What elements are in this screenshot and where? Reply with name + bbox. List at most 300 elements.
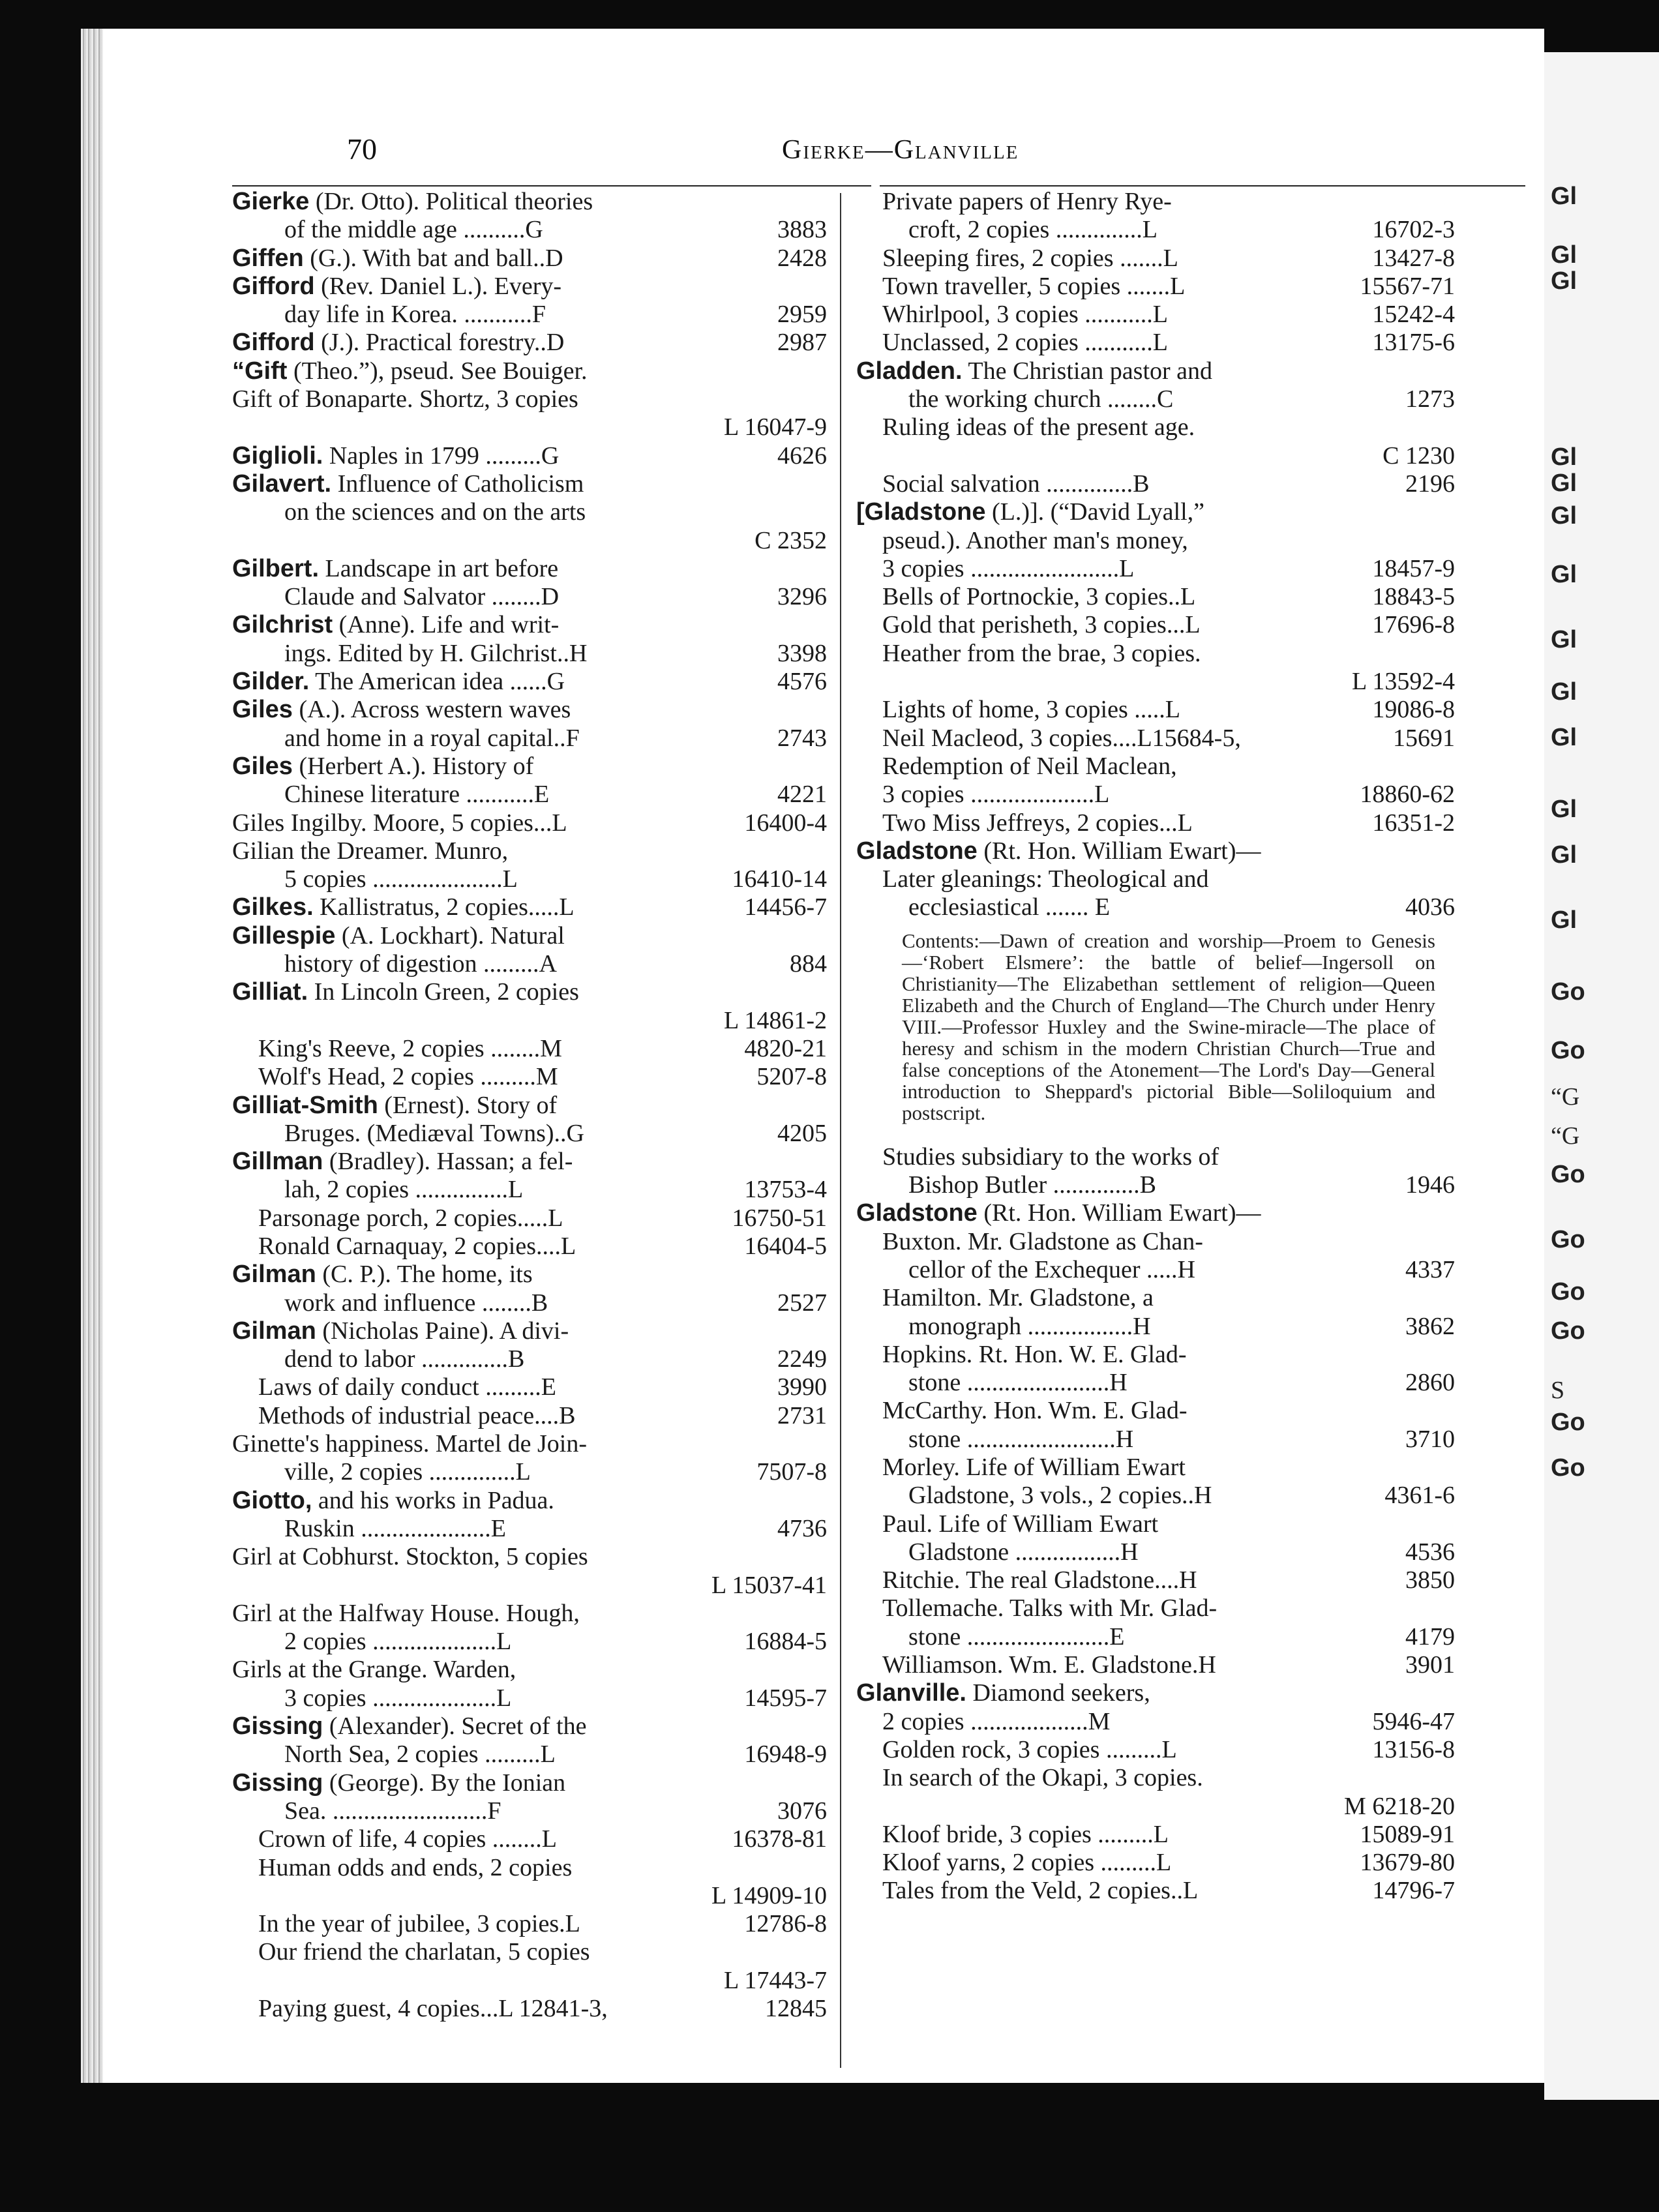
running-head: Gierke—Glanville (782, 135, 1019, 165)
entry-text: stone ........................H (908, 1425, 1134, 1453)
entry-line (856, 385, 1455, 413)
next-page-text: Go (1551, 1037, 1585, 1064)
entry-line (856, 1849, 1455, 1877)
call-number: 16351-2 (1372, 809, 1455, 837)
entry-text: (Alexander). Secret of the (323, 1712, 587, 1741)
page-number: 70 (347, 132, 377, 166)
call-number: 1273 (1405, 385, 1455, 413)
entry-text: Buxton. Mr. Gladstone as Chan- (882, 1227, 1203, 1255)
next-page-text: “G (1551, 1083, 1580, 1111)
call-number (710, 555, 827, 583)
entry-text: (Dr. Otto). Political theories (309, 188, 593, 215)
entry-heading: Gladden. (856, 357, 963, 385)
entry-line (856, 696, 1455, 724)
entry-line (856, 1623, 1455, 1651)
entry-line (232, 1430, 827, 1458)
call-number: 16948-9 (744, 1741, 827, 1769)
entry-text: Human odds and ends, 2 copies (258, 1853, 573, 1881)
entry-line (856, 357, 1455, 385)
entry-line (856, 1341, 1455, 1369)
entry-text: Studies subsidiary to the works of (882, 1143, 1219, 1171)
entry-line (856, 442, 1455, 470)
entry-text: cellor of the Exchequer .....H (908, 1255, 1195, 1283)
entry-line (232, 188, 827, 216)
entry-line (232, 1487, 827, 1515)
entry-text: (Nicholas Paine). A divi- (316, 1317, 569, 1345)
entry-heading: Giles (232, 752, 293, 780)
entry-line (232, 442, 827, 470)
entry-text (232, 1007, 710, 1035)
entry-line (856, 1284, 1455, 1312)
call-number (710, 1543, 827, 1571)
entry-line (232, 1007, 827, 1035)
entry-line (856, 1143, 1455, 1171)
entry-line (856, 273, 1455, 301)
call-number (710, 498, 827, 526)
entry-text: In the year of jubilee, 3 copies.L (258, 1910, 580, 1938)
call-number: 13679-80 (1360, 1849, 1455, 1877)
entry-text: Influence of Catholicism (331, 470, 584, 498)
entry-line (232, 753, 827, 781)
entry-text: Methods of industrial peace....B (258, 1401, 576, 1429)
entry-heading: Gladstone (856, 1199, 978, 1227)
call-number: 4205 (777, 1119, 827, 1147)
entry-line (232, 1120, 827, 1148)
entry-text: Social salvation ..............B (882, 470, 1150, 498)
call-number: 7507-8 (756, 1458, 827, 1486)
entry-text (232, 413, 710, 441)
entry-line (232, 357, 827, 385)
entry-text: Claude and Salvator ........D (284, 583, 560, 611)
entry-text: on the sciences and on the arts (284, 498, 586, 526)
entry-line (232, 555, 827, 583)
entry-heading: [Gladstone (856, 498, 986, 526)
entry-text: (Herbert A.). History of (292, 752, 534, 780)
entry-text: Hopkins. Rt. Hon. W. E. Glad- (882, 1340, 1187, 1368)
entry-heading: Giffen (232, 244, 304, 272)
entry-text: stone .......................E (908, 1622, 1125, 1651)
entry-line (232, 922, 827, 950)
call-number: 2743 (777, 724, 827, 752)
contents-note: Contents:—Dawn of creation and worship—Proem to Genesis—‘Robert Elsmere’: the battle of belief—Ingersoll on Christianity—The Elizabethan settlement of religion—Queen Elizabeth and the Church of England—The Church under Henry VIII.—Professor Huxley and the Swine-miracle—The place of heresy and schism in the modern Christian Church—True and false conceptions of the Atonement—The Lord's Day—General introduction to Sheppard's pictorial Bible—Soliloquium and postscript. (902, 929, 1435, 1124)
entry-line (232, 1712, 827, 1741)
entry-line (232, 1148, 827, 1176)
entry-text: King's Reeve, 2 copies ........M (258, 1034, 562, 1062)
entry-text: and home in a royal capital..F (284, 724, 580, 752)
entry-text: Neil Macleod, 3 copies....L15684-5, (882, 724, 1241, 752)
call-number (1338, 498, 1455, 526)
call-number: 13175-6 (1372, 329, 1455, 357)
entry-text: Ginette's happiness. Martel de Join- (232, 1430, 588, 1458)
entry-text: Kloof bride, 3 copies .........L (882, 1820, 1169, 1848)
entry-line (856, 837, 1455, 865)
entry-text: Heather from the brae, 3 copies. (882, 639, 1201, 667)
entry-text: Two Miss Jeffreys, 2 copies...L (882, 809, 1193, 837)
entry-line (232, 1600, 827, 1628)
next-page-text: Gl (1551, 241, 1577, 269)
entry-text: (Bradley). Hassan; a fel- (323, 1148, 573, 1176)
call-number (1338, 640, 1455, 668)
entry-line (232, 865, 827, 893)
entry-line (856, 527, 1455, 555)
entry-line (856, 611, 1455, 639)
entry-line (856, 498, 1455, 526)
call-number: 15691 (1393, 724, 1455, 752)
call-number: 3850 (1405, 1566, 1455, 1594)
entry-text: Private papers of Henry Rye- (882, 188, 1172, 215)
call-number (710, 611, 827, 639)
call-number: 4820-21 (744, 1034, 827, 1062)
entry-line (232, 1628, 827, 1656)
call-number: 3990 (777, 1373, 827, 1401)
call-number: 15567-71 (1360, 272, 1455, 300)
entry-line (856, 1313, 1455, 1341)
next-page-text: Go (1551, 978, 1585, 1006)
entry-heading: Gilavert. (232, 470, 332, 498)
next-page-text: Go (1551, 1409, 1585, 1436)
entry-text: (C. P.). The home, its (316, 1261, 533, 1289)
entry-line (856, 1877, 1455, 1905)
entry-line (232, 1825, 827, 1853)
entry-line (856, 1594, 1455, 1622)
next-page-text: Gl (1551, 470, 1577, 497)
call-number: 5946-47 (1372, 1707, 1455, 1735)
call-number (710, 696, 827, 724)
call-number (1338, 837, 1455, 865)
call-number (710, 385, 827, 413)
page-edge (81, 29, 103, 2083)
call-number: 884 (790, 950, 827, 978)
entry-line (856, 555, 1455, 583)
call-number (1338, 1228, 1455, 1256)
call-number: C 2352 (755, 526, 827, 554)
call-number (1338, 357, 1455, 385)
entry-text (232, 527, 710, 555)
call-number (710, 837, 827, 865)
entry-line (856, 1764, 1455, 1792)
entry-line (856, 668, 1455, 696)
entry-text: Kallistratus, 2 copies.....L (313, 893, 575, 921)
entry-line (232, 837, 827, 865)
next-page-text: S (1551, 1377, 1565, 1404)
call-number: 3296 (777, 583, 827, 611)
entry-line (856, 753, 1455, 781)
next-page-text: Go (1551, 1454, 1585, 1482)
call-number: 13156-8 (1372, 1735, 1455, 1763)
header-rule-right (880, 185, 1525, 187)
entry-text: stone .......................H (908, 1369, 1128, 1397)
entry-text: Gilian the Dreamer. Munro, (232, 837, 509, 865)
call-number: 18843-5 (1372, 583, 1455, 611)
call-number: 3901 (1405, 1651, 1455, 1679)
entry-text: (George). By the Ionian (323, 1769, 566, 1797)
next-page-text: Gl (1551, 906, 1577, 934)
entry-line (232, 1402, 827, 1430)
entry-text: (Ernest). Story of (378, 1091, 558, 1119)
entry-text: (J.). Practical forestry..D (314, 329, 565, 357)
entry-line (232, 640, 827, 668)
entry-line (232, 611, 827, 639)
entry-text: ville, 2 copies ..............L (284, 1458, 531, 1486)
entry-line (232, 1317, 827, 1345)
entry-heading: Gissing (232, 1769, 323, 1797)
call-number: 4337 (1405, 1255, 1455, 1283)
call-number (710, 188, 827, 216)
entry-line (856, 1736, 1455, 1764)
next-page-text: Gl (1551, 678, 1577, 706)
call-number (710, 1430, 827, 1458)
entry-heading: Gilchrist (232, 611, 333, 639)
call-number: 1946 (1405, 1171, 1455, 1199)
call-number: 2527 (777, 1289, 827, 1317)
call-number: L 14909-10 (711, 1881, 827, 1909)
call-number (1338, 527, 1455, 555)
entry-line (856, 1397, 1455, 1425)
next-page-text: Gl (1551, 724, 1577, 751)
entry-text: day life in Korea. ...........F (284, 301, 546, 329)
entry-text (856, 1793, 1338, 1821)
call-number: 19086-8 (1372, 696, 1455, 724)
entry-line (232, 301, 827, 329)
entry-text: North Sea, 2 copies .........L (284, 1741, 556, 1769)
entry-text: Ruskin .....................E (284, 1514, 506, 1542)
entry-text: croft, 2 copies ..............L (908, 216, 1158, 244)
entry-text: ings. Edited by H. Gilchrist..H (284, 639, 588, 667)
entry-text (856, 442, 1338, 470)
entry-line (232, 1769, 827, 1797)
entry-text: (L.)]. (“David Lyall,” (985, 498, 1204, 526)
entry-text: Our friend the charlatan, 5 copies (258, 1938, 590, 1966)
entry-text: Tollemache. Talks with Mr. Glad- (882, 1594, 1218, 1622)
entry-line (232, 498, 827, 526)
call-number: 18860-62 (1360, 781, 1455, 809)
entry-line (856, 188, 1455, 216)
entry-line (856, 1171, 1455, 1199)
entry-text: In search of the Okapi, 3 copies. (882, 1764, 1203, 1792)
call-number: 4536 (1405, 1538, 1455, 1566)
entry-heading: “Gift (232, 357, 288, 385)
entry-line (232, 978, 827, 1006)
call-number: L 16047-9 (724, 413, 827, 441)
entry-text: Gladstone, 3 vols., 2 copies..H (908, 1482, 1212, 1510)
entry-line (856, 1482, 1455, 1510)
call-number: 13427-8 (1372, 244, 1455, 272)
entry-text: 2 copies ...................M (882, 1707, 1111, 1735)
entry-text: Hamilton. Mr. Gladstone, a (882, 1284, 1154, 1312)
entry-text: Golden rock, 3 copies .........L (882, 1735, 1177, 1763)
entry-line (856, 1538, 1455, 1566)
entry-line (232, 1458, 827, 1486)
entry-text: Girl at the Halfway House. Hough, (232, 1599, 580, 1627)
entry-line (856, 1793, 1455, 1821)
entry-line (232, 245, 827, 273)
entry-text: Lights of home, 3 copies .....L (882, 696, 1180, 724)
entry-line (232, 696, 827, 724)
next-page-fragment (1544, 52, 1659, 2100)
entry-text: Laws of daily conduct .........E (258, 1373, 556, 1401)
entry-text: Sea. .........................F (284, 1797, 501, 1825)
call-number: 14456-7 (744, 893, 827, 921)
entry-line (232, 1543, 827, 1571)
call-number: 14796-7 (1372, 1877, 1455, 1905)
entry-line (856, 1256, 1455, 1284)
call-number: 3710 (1405, 1425, 1455, 1453)
entry-heading: Gilkes. (232, 893, 314, 921)
entry-line (856, 1369, 1455, 1397)
call-number (710, 1600, 827, 1628)
entry-text: monograph .................H (908, 1312, 1151, 1340)
call-number: 16750-51 (732, 1204, 827, 1232)
entry-heading: Gilliat. (232, 978, 308, 1006)
entry-line (856, 245, 1455, 273)
entry-text (856, 668, 1338, 696)
entry-text: of the middle age ..........G (284, 216, 543, 244)
call-number: 16884-5 (744, 1628, 827, 1656)
entry-text: (A.). Across western waves (292, 696, 571, 724)
entry-line (232, 1289, 827, 1317)
entry-text: Town traveller, 5 copies .......L (882, 272, 1186, 300)
entry-text: 3 copies ....................L (882, 781, 1110, 809)
call-number (1338, 1594, 1455, 1622)
call-number (1338, 1510, 1455, 1538)
entry-line (856, 640, 1455, 668)
entry-line (232, 1910, 827, 1938)
entry-heading: Giotto, (232, 1486, 312, 1514)
entry-text: Redemption of Neil Maclean, (882, 752, 1177, 780)
call-number: 12845 (765, 1995, 827, 2022)
entry-heading: Gilliat-Smith (232, 1091, 378, 1119)
entry-line (232, 1854, 827, 1882)
call-number (710, 753, 827, 781)
entry-line (232, 725, 827, 753)
entry-line (232, 583, 827, 611)
entry-line (856, 865, 1455, 893)
next-page-text: Gl (1551, 796, 1577, 823)
entry-text: 2 copies ....................L (284, 1628, 512, 1656)
call-number (710, 1656, 827, 1684)
entry-text: Girl at Cobhurst. Stockton, 5 copies (232, 1543, 588, 1571)
entry-text: Whirlpool, 3 copies ...........L (882, 301, 1168, 329)
call-number: L 15037-41 (711, 1571, 827, 1599)
call-number: 16400-4 (744, 809, 827, 837)
entry-line (856, 1708, 1455, 1736)
entry-text: (A. Lockhart). Natural (335, 921, 565, 949)
call-number: 2860 (1405, 1369, 1455, 1397)
entry-line (856, 1821, 1455, 1849)
column-divider (840, 193, 841, 2068)
entry-line (232, 1176, 827, 1204)
entry-text (232, 1967, 710, 1995)
entry-text: and his works in Padua. (312, 1486, 554, 1514)
entry-text: McCarthy. Hon. Wm. E. Glad- (882, 1397, 1188, 1425)
entry-text: pseud.). Another man's money, (882, 526, 1188, 554)
call-number: 4361-6 (1384, 1482, 1455, 1510)
call-number: 18457-9 (1372, 554, 1455, 582)
call-number (1338, 1143, 1455, 1171)
next-page-text: Go (1551, 1226, 1585, 1253)
entry-line (232, 1938, 827, 1966)
next-page-text: Go (1551, 1278, 1585, 1306)
call-number (1338, 1199, 1455, 1227)
next-page-text: Gl (1551, 626, 1577, 653)
entry-heading: Gilman (232, 1317, 316, 1345)
entry-line (856, 809, 1455, 837)
call-number: 2249 (777, 1345, 827, 1373)
call-number: L 17443-7 (724, 1966, 827, 1994)
entry-text: Wolf's Head, 2 copies .........M (258, 1063, 558, 1091)
call-number: 5207-8 (756, 1063, 827, 1091)
entry-line (232, 470, 827, 498)
call-number: 17696-8 (1372, 611, 1455, 639)
entry-text: work and influence ........B (284, 1289, 548, 1317)
entry-text: Gladstone .................H (908, 1538, 1139, 1566)
call-number (710, 1712, 827, 1741)
entry-line (232, 809, 827, 837)
entry-text: Paul. Life of William Ewart (882, 1510, 1159, 1538)
call-number (1338, 413, 1455, 441)
entry-heading: Gladstone (856, 837, 978, 865)
entry-text: Crown of life, 4 copies ........L (258, 1825, 558, 1853)
entry-text: Girls at the Grange. Warden, (232, 1656, 516, 1684)
entry-line (856, 1679, 1455, 1707)
call-number (710, 1148, 827, 1176)
call-number: 4036 (1405, 893, 1455, 921)
call-number: C 1230 (1382, 441, 1455, 470)
entry-line (232, 893, 827, 921)
entry-text: Paying guest, 4 copies...L 12841-3, (258, 1995, 608, 2022)
next-page-text: Gl (1551, 183, 1577, 210)
entry-line (232, 1063, 827, 1091)
entry-text: Ritchie. The real Gladstone....H (882, 1566, 1197, 1594)
entry-text: ecclesiastical ....... E (908, 893, 1111, 921)
next-page-text: Gl (1551, 443, 1577, 471)
call-number (710, 922, 827, 950)
call-number (1338, 1454, 1455, 1482)
call-number (1338, 753, 1455, 781)
entry-text: Morley. Life of William Ewart (882, 1453, 1186, 1481)
call-number: 16378-81 (732, 1825, 827, 1853)
call-number: 2196 (1405, 470, 1455, 498)
entry-heading: Giglioli. (232, 441, 323, 470)
entry-heading: Gilder. (232, 668, 310, 696)
call-number (710, 470, 827, 498)
next-page-text: “G (1551, 1122, 1580, 1150)
call-number (710, 978, 827, 1006)
call-number (1338, 1341, 1455, 1369)
entry-heading: Giles (232, 696, 293, 724)
entry-line (856, 470, 1455, 498)
call-number: 4576 (777, 668, 827, 696)
entry-line (856, 1651, 1455, 1679)
call-number: 4736 (777, 1514, 827, 1542)
entry-text: The American idea ......G (309, 668, 565, 696)
entry-text: Gift of Bonaparte. Shortz, 3 copies (232, 385, 578, 413)
entry-text: (Rev. Daniel L.). Every- (314, 272, 562, 300)
entry-line (232, 1995, 827, 2023)
left-column (232, 188, 827, 2023)
entry-line (856, 1228, 1455, 1256)
entry-text: Bishop Butler ..............B (908, 1171, 1157, 1199)
entry-line (232, 385, 827, 413)
entry-heading: Gissing (232, 1712, 323, 1741)
entry-text: history of digestion .........A (284, 950, 557, 978)
entry-heading: Glanville. (856, 1679, 966, 1707)
entry-line (856, 1510, 1455, 1538)
entry-heading: Gifford (232, 272, 315, 300)
call-number: 4626 (777, 441, 827, 470)
entry-text: Landscape in art before (319, 554, 559, 582)
call-number (710, 1938, 827, 1966)
